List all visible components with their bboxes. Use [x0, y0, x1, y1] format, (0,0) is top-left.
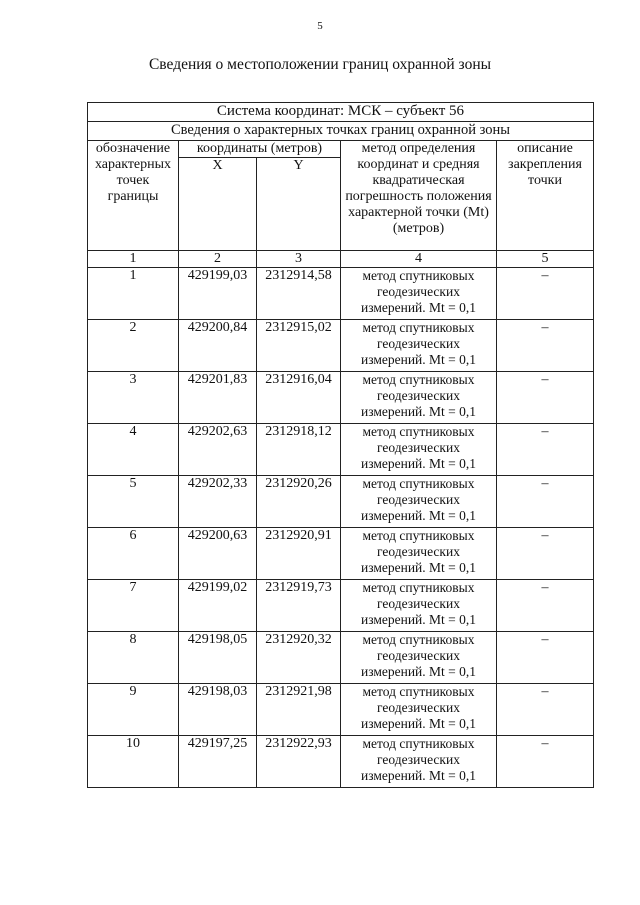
x-coordinate-cell: 429202,63	[179, 424, 257, 476]
x-coordinate-cell: 429200,84	[179, 320, 257, 372]
x-coordinate-cell: 429198,03	[179, 684, 257, 736]
description-cell: –	[497, 320, 594, 372]
description-cell: –	[497, 268, 594, 320]
column-number: 2	[179, 251, 257, 268]
x-coordinate-cell: 429199,02	[179, 580, 257, 632]
section-header-row	[88, 122, 594, 141]
page-number: 5	[317, 20, 323, 32]
y-coordinate-cell: 2312921,98	[257, 684, 341, 736]
y-coordinate-cell: 2312922,93	[257, 736, 341, 788]
description-cell: –	[497, 424, 594, 476]
table-row	[88, 580, 594, 632]
table-row	[88, 476, 594, 528]
section-header: Сведения о характерных точках границ охранной зоны	[88, 122, 594, 141]
description-cell: –	[497, 372, 594, 424]
coordinate-system-row	[88, 103, 594, 122]
y-coordinate-cell: 2312914,58	[257, 268, 341, 320]
x-coordinate-cell: 429202,33	[179, 476, 257, 528]
method-column-header: метод определения координат и средняя квадратическая погрешность положения характерной точки (Mt) (метров)	[341, 141, 497, 251]
description-cell: –	[497, 736, 594, 788]
method-cell: метод спутниковых геодезических измерений. Mt = 0,1	[341, 684, 497, 736]
point-id-cell: 10	[88, 736, 179, 788]
column-number: 3	[257, 251, 341, 268]
table-row	[88, 528, 594, 580]
point-id-cell: 7	[88, 580, 179, 632]
x-coordinate-cell: 429201,83	[179, 372, 257, 424]
description-cell: –	[497, 684, 594, 736]
y-coordinate-cell: 2312920,26	[257, 476, 341, 528]
y-coordinate-cell: 2312918,12	[257, 424, 341, 476]
point-id-cell: 2	[88, 320, 179, 372]
point-id-cell: 3	[88, 372, 179, 424]
x-coordinate-cell: 429197,25	[179, 736, 257, 788]
table-row	[88, 424, 594, 476]
table-row	[88, 320, 594, 372]
table-row	[88, 736, 594, 788]
point-id-cell: 4	[88, 424, 179, 476]
method-cell: метод спутниковых геодезических измерений. Mt = 0,1	[341, 736, 497, 788]
column-number-row	[88, 251, 594, 268]
y-coordinate-cell: 2312920,91	[257, 528, 341, 580]
coordinates-column-header: координаты (метров)	[179, 141, 341, 158]
method-cell: метод спутниковых геодезических измерений. Mt = 0,1	[341, 372, 497, 424]
y-coordinate-cell: 2312919,73	[257, 580, 341, 632]
y-coordinate-cell: 2312916,04	[257, 372, 341, 424]
method-cell: метод спутниковых геодезических измерений. Mt = 0,1	[341, 632, 497, 684]
column-number: 5	[497, 251, 594, 268]
table-row	[88, 372, 594, 424]
description-cell: –	[497, 476, 594, 528]
method-cell: метод спутниковых геодезических измерений. Mt = 0,1	[341, 320, 497, 372]
x-coordinate-cell: 429199,03	[179, 268, 257, 320]
y-coordinate-cell: 2312920,32	[257, 632, 341, 684]
point-id-cell: 5	[88, 476, 179, 528]
method-cell: метод спутниковых геодезических измерений. Mt = 0,1	[341, 528, 497, 580]
boundary-points-table	[87, 102, 594, 788]
method-cell: метод спутниковых геодезических измерений. Mt = 0,1	[341, 424, 497, 476]
point-id-cell: 1	[88, 268, 179, 320]
y-column-header: Y	[257, 158, 341, 251]
designation-column-header: обозначение характерных точек границы	[88, 141, 179, 251]
method-cell: метод спутниковых геодезических измерений. Mt = 0,1	[341, 476, 497, 528]
description-column-header: описание закрепления точки	[497, 141, 594, 251]
table-row	[88, 632, 594, 684]
point-id-cell: 6	[88, 528, 179, 580]
column-header-row	[88, 141, 594, 158]
y-coordinate-cell: 2312915,02	[257, 320, 341, 372]
x-coordinate-cell: 429198,05	[179, 632, 257, 684]
table-row	[88, 268, 594, 320]
method-cell: метод спутниковых геодезических измерений. Mt = 0,1	[341, 580, 497, 632]
description-cell: –	[497, 580, 594, 632]
description-cell: –	[497, 528, 594, 580]
document-title: Сведения о местоположении границ охранной зоны	[148, 56, 492, 73]
x-coordinate-cell: 429200,63	[179, 528, 257, 580]
table-row	[88, 684, 594, 736]
x-column-header: X	[179, 158, 257, 251]
method-cell: метод спутниковых геодезических измерений. Mt = 0,1	[341, 268, 497, 320]
coordinate-system-header: Система координат: МСК – субъект 56	[88, 103, 594, 122]
point-id-cell: 9	[88, 684, 179, 736]
description-cell: –	[497, 632, 594, 684]
column-number: 1	[88, 251, 179, 268]
column-number: 4	[341, 251, 497, 268]
point-id-cell: 8	[88, 632, 179, 684]
